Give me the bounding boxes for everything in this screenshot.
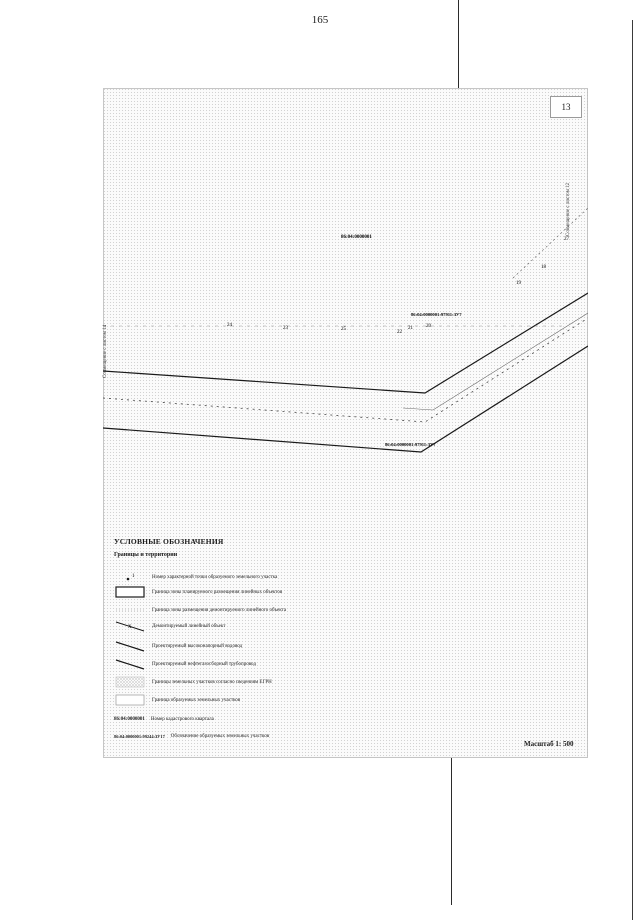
parcel-boundary-right [513,208,588,278]
legend-subtitle: Границы и территории [114,552,178,558]
legend-item [114,570,277,584]
point-label: 20 [426,324,431,329]
parcel-code-lower: 86:04:0000001:97911:ЗУ7 [385,442,436,447]
svg-text:1: 1 [132,574,135,579]
side-note-left: Совмещение с листом 14 [103,324,108,378]
hatched-box-icon [114,675,146,689]
legend-parcel-text: Обозначение образуемых земельных участков [170,733,270,739]
legend-item-text: Границы земельных участков согласно сведениям ЕГРН [152,679,272,685]
legend-quarter-text: Номер кадастрового квартала [150,716,214,722]
zone-boundary-lower [103,346,588,452]
point-label: 27 [564,237,569,242]
svg-text:Х: Х [128,625,132,630]
point-label: 18 [541,265,546,270]
scale-label: Масштаб 1: 500 [524,740,574,748]
legend-item [114,619,225,633]
point-markers [227,237,570,335]
legend-item [114,639,242,653]
dismantled-line-axis [103,318,588,422]
formed-box-icon [114,693,146,707]
point-label: 22 [397,330,402,335]
legend-item-text: Граница образуемых земельных участков [152,697,241,703]
legend-item-text: Граница зоны планируемого размещения линейных объектов [152,589,283,595]
dotted-line-icon [114,603,146,617]
binding-mark-right [632,20,633,920]
point-label: 19 [516,281,521,286]
legend-item [114,603,286,617]
dismantled-line-icon [114,619,146,633]
point-label: 24 [227,323,232,328]
parcel-code-upper: 86:04:0000001:97911:ЗУ7 [411,312,462,317]
hv-line-icon [114,639,146,653]
legend-quarter-code: 86:04:0000001 [114,716,145,722]
side-note-right: Совмещение с листом 12 [566,182,571,236]
legend-item-text: Номер характерной точки образуемого земельного участка [152,574,278,580]
point-label: 25 [341,327,346,332]
legend-parcel-row [114,729,269,743]
quarter-code-label: 86:04:0000001 [341,235,372,240]
legend-item-text: Проектируемый высоконапорный водовод [152,643,243,649]
legend [114,537,574,739]
legend-item [114,693,240,707]
sheet-number: 13 [550,96,582,118]
legend-item [114,657,256,671]
page-number: 165 [311,14,329,26]
legend-item [114,585,282,599]
legend-quarter-row [114,712,214,726]
legend-item-text: Демонтируемый линейный объект [152,623,226,629]
legend-parcel-code: 86:04:0000001:99244:ЗУ17 [114,733,165,739]
binding-line-bottom [451,758,452,905]
zone-boundary-upper [103,293,588,393]
binding-line-top [458,0,459,95]
zone-box-icon [114,585,146,599]
point-label: 21 [408,326,413,331]
legend-item-text: Граница зоны размещения демонтируемого линейного объекта [152,607,287,613]
legend-title: УСЛОВНЫЕ ОБОЗНАЧЕНИЯ [114,537,224,546]
legend-item-text: Проектируемый нефтегазосборный трубопровод [152,661,256,667]
oil-pipeline-icon [114,657,146,671]
point-marker-icon [114,570,146,584]
legend-item [114,675,272,689]
point-label: 23 [283,326,288,331]
